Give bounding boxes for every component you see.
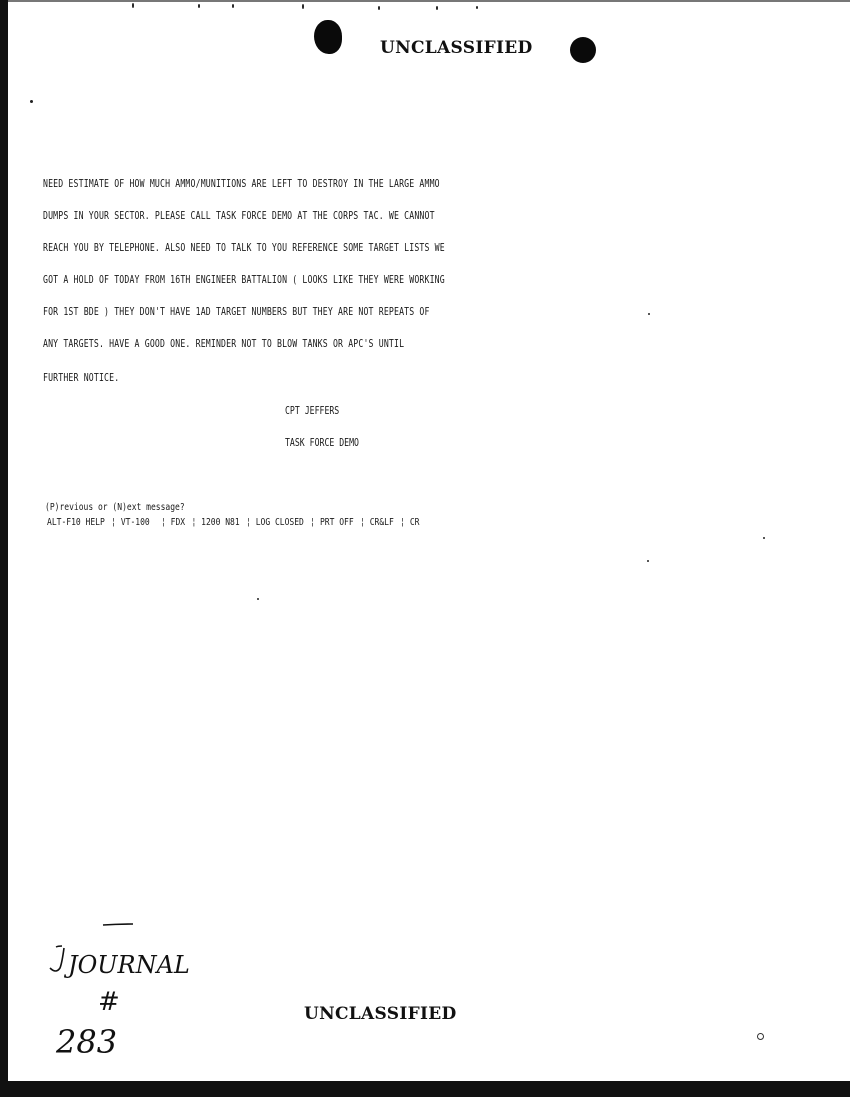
message-line: GOT A HOLD OF TODAY FROM 16TH ENGINEER BATTALION ( LOOKS LIKE THEY WERE WORKING bbox=[43, 274, 445, 286]
speck bbox=[132, 3, 134, 8]
status-cr: CR bbox=[409, 517, 420, 528]
speck bbox=[436, 6, 438, 10]
message-line: FOR 1ST BDE ) THEY DON'T HAVE 1AD TARGET NUMBERS BUT THEY ARE NOT REPEATS OF bbox=[43, 306, 430, 318]
handwritten-journal-note bbox=[48, 918, 248, 1063]
terminal-status-bar: ALT-F10 HELP ¦ VT-100 ¦ FDX ¦ 1200 N81 ¦ LOG CLOSED ¦ PRT OFF ¦ CR&LF ¦ CR bbox=[47, 517, 420, 528]
scan-left-edge bbox=[0, 0, 8, 1097]
speck bbox=[648, 313, 650, 315]
message-nav-prompt[interactable]: (P)revious or (N)ext message? bbox=[45, 502, 185, 513]
signature-name: CPT JEFFERS bbox=[285, 405, 340, 417]
speck bbox=[232, 4, 234, 8]
classification-header: UNCLASSIFIED bbox=[380, 38, 533, 58]
status-log: LOG CLOSED bbox=[255, 517, 304, 528]
speck bbox=[763, 537, 765, 539]
handwriting-drawing bbox=[48, 918, 248, 1063]
status-baud: 1200 N81 bbox=[201, 517, 240, 528]
handwriting-journal: JOURNAL bbox=[68, 951, 190, 979]
speck bbox=[198, 4, 200, 8]
status-printer: PRT OFF bbox=[319, 517, 354, 528]
classification-footer: UNCLASSIFIED bbox=[304, 1004, 457, 1024]
signature-unit: TASK FORCE DEMO bbox=[285, 437, 359, 449]
status-crlf: CR&LF bbox=[369, 517, 394, 528]
scan-bottom-edge bbox=[0, 1081, 850, 1097]
speck bbox=[257, 598, 259, 600]
speck bbox=[378, 6, 380, 10]
handwriting-hash: # bbox=[98, 987, 120, 1017]
message-line: NEED ESTIMATE OF HOW MUCH AMMO/MUNITIONS ARE LEFT TO DESTROY IN THE LARGE AMMO bbox=[43, 178, 440, 190]
punch-hole-left bbox=[314, 20, 342, 54]
message-line: DUMPS IN YOUR SECTOR. PLEASE CALL TASK FORCE DEMO AT THE CORPS TAC. WE CANNOT bbox=[43, 210, 435, 222]
speck bbox=[647, 560, 649, 562]
speck bbox=[302, 4, 304, 9]
message-line: FURTHER NOTICE. bbox=[43, 372, 120, 384]
stray-circle-mark bbox=[757, 1033, 764, 1040]
message-line: REACH YOU BY TELEPHONE. ALSO NEED TO TALK TO YOU REFERENCE SOME TARGET LISTS WE bbox=[43, 242, 445, 254]
speck bbox=[30, 100, 33, 103]
handwriting-number: 283 bbox=[56, 1023, 118, 1061]
status-help: ALT-F10 HELP bbox=[47, 517, 105, 528]
punch-hole-right bbox=[570, 37, 596, 63]
status-duplex: FDX bbox=[170, 517, 186, 528]
speck bbox=[476, 6, 478, 9]
scan-top-edge bbox=[8, 0, 850, 2]
status-emulation: VT-100 bbox=[120, 517, 150, 528]
message-line: ANY TARGETS. HAVE A GOOD ONE. REMINDER NOT TO BLOW TANKS OR APC'S UNTIL bbox=[43, 338, 405, 350]
